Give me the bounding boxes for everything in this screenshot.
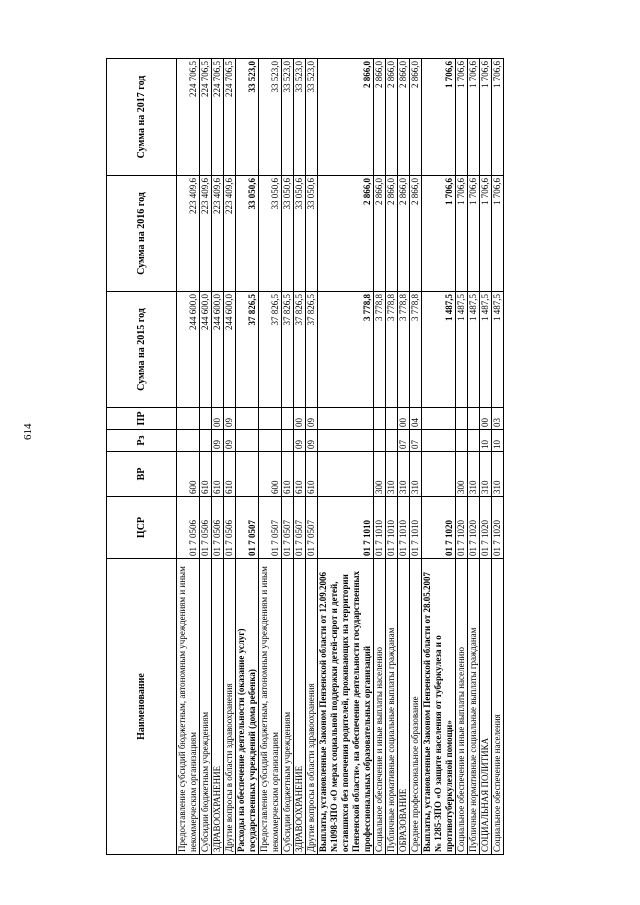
row-sum-2016-cell: 223 409,6 bbox=[177, 176, 200, 292]
row-rz-cell bbox=[318, 430, 374, 452]
row-vr-cell: 600 bbox=[177, 452, 200, 497]
table-row bbox=[259, 59, 282, 855]
row-sum-2015-cell: 244 600,0 bbox=[224, 292, 236, 408]
table-row bbox=[200, 59, 212, 855]
row-sum-2017-cell: 33 523,0 bbox=[306, 59, 318, 176]
row-vr-cell: 600 bbox=[259, 452, 282, 497]
header-vr: ВР bbox=[107, 452, 177, 497]
row-csr-cell: 01 7 1010 bbox=[386, 497, 398, 559]
row-csr-cell: 01 7 1010 bbox=[318, 497, 374, 559]
row-name-cell: ОБРАЗОВАНИЕ bbox=[398, 559, 410, 855]
row-sum-2016-cell: 2 866,0 bbox=[374, 176, 386, 292]
table-row bbox=[480, 59, 492, 855]
row-sum-2017-cell: 1 706,6 bbox=[422, 59, 456, 176]
row-vr-cell: 310 bbox=[386, 452, 398, 497]
page-number: 614 bbox=[22, 423, 34, 440]
row-rz-cell: 07 bbox=[398, 430, 410, 452]
row-pr-cell bbox=[259, 408, 282, 430]
row-csr-cell: 01 7 0507 bbox=[282, 497, 294, 559]
row-pr-cell: 00 bbox=[294, 408, 306, 430]
table-row bbox=[492, 59, 504, 855]
table-row bbox=[398, 59, 410, 855]
row-rz-cell bbox=[177, 430, 200, 452]
row-csr-cell: 01 7 0506 bbox=[177, 497, 200, 559]
row-sum-2017-cell: 2 866,0 bbox=[318, 59, 374, 176]
row-vr-cell: 610 bbox=[282, 452, 294, 497]
row-sum-2016-cell: 2 866,0 bbox=[318, 176, 374, 292]
row-sum-2015-cell: 244 600,0 bbox=[212, 292, 224, 408]
table-row bbox=[212, 59, 224, 855]
row-rz-cell bbox=[386, 430, 398, 452]
row-rz-cell bbox=[456, 430, 468, 452]
row-csr-cell: 01 7 1020 bbox=[422, 497, 456, 559]
header-name: Наименование bbox=[107, 559, 177, 855]
row-sum-2016-cell: 33 050,6 bbox=[306, 176, 318, 292]
row-csr-cell: 01 7 1010 bbox=[410, 497, 422, 559]
row-pr-cell: 00 bbox=[398, 408, 410, 430]
row-sum-2015-cell: 3 778,8 bbox=[410, 292, 422, 408]
row-sum-2016-cell: 223 409,6 bbox=[212, 176, 224, 292]
row-csr-cell: 01 7 0507 bbox=[259, 497, 282, 559]
row-sum-2015-cell: 1 487,5 bbox=[456, 292, 468, 408]
table-row bbox=[422, 59, 456, 855]
row-sum-2016-cell: 2 866,0 bbox=[410, 176, 422, 292]
row-vr-cell: 310 bbox=[398, 452, 410, 497]
row-pr-cell bbox=[386, 408, 398, 430]
row-sum-2015-cell: 3 778,8 bbox=[386, 292, 398, 408]
row-name-cell: Выплаты, установленные Законом Пензенской области от 28.05.2007 № 1285-ЗПО «О защите населения от туберкулеза и о противотуберкулезной помощи» bbox=[422, 559, 456, 855]
row-pr-cell bbox=[236, 408, 259, 430]
row-name-cell: Расходы на обеспечение деятельности (оказание услуг) государственных учреждений (дома ребенка) bbox=[236, 559, 259, 855]
rotated-table-wrapper bbox=[106, 59, 558, 855]
row-vr-cell bbox=[318, 452, 374, 497]
row-sum-2017-cell: 1 706,6 bbox=[492, 59, 504, 176]
row-name-cell: СОЦИАЛЬНАЯ ПОЛИТИКА bbox=[480, 559, 492, 855]
header-sum-2015: Сумма на 2015 год bbox=[107, 292, 177, 408]
row-vr-cell: 300 bbox=[374, 452, 386, 497]
table-header-row bbox=[107, 59, 177, 855]
row-sum-2016-cell: 223 409,6 bbox=[224, 176, 236, 292]
row-rz-cell bbox=[259, 430, 282, 452]
row-rz-cell bbox=[422, 430, 456, 452]
row-sum-2015-cell: 1 487,5 bbox=[422, 292, 456, 408]
row-vr-cell: 610 bbox=[224, 452, 236, 497]
row-sum-2016-cell: 1 706,6 bbox=[492, 176, 504, 292]
row-csr-cell: 01 7 0506 bbox=[224, 497, 236, 559]
header-pr: ПР bbox=[107, 408, 177, 430]
row-pr-cell: 09 bbox=[306, 408, 318, 430]
row-csr-cell: 01 7 0507 bbox=[306, 497, 318, 559]
row-sum-2015-cell: 37 826,5 bbox=[282, 292, 294, 408]
row-csr-cell: 01 7 0506 bbox=[200, 497, 212, 559]
row-rz-cell: 09 bbox=[224, 430, 236, 452]
header-sum-2016: Сумма на 2016 год bbox=[107, 176, 177, 292]
table-row bbox=[374, 59, 386, 855]
row-csr-cell: 01 7 0507 bbox=[294, 497, 306, 559]
table-row bbox=[294, 59, 306, 855]
row-pr-cell: 00 bbox=[212, 408, 224, 430]
row-sum-2016-cell: 2 866,0 bbox=[398, 176, 410, 292]
row-sum-2017-cell: 2 866,0 bbox=[398, 59, 410, 176]
row-name-cell: Публичные нормативные социальные выплаты гражданам bbox=[468, 559, 480, 855]
row-vr-cell: 610 bbox=[306, 452, 318, 497]
table-row bbox=[236, 59, 259, 855]
row-sum-2015-cell: 244 600,0 bbox=[177, 292, 200, 408]
row-vr-cell: 310 bbox=[410, 452, 422, 497]
table-row bbox=[318, 59, 374, 855]
row-rz-cell: 09 bbox=[294, 430, 306, 452]
row-pr-cell bbox=[177, 408, 200, 430]
row-name-cell: Среднее профессиональное образование bbox=[410, 559, 422, 855]
row-pr-cell bbox=[200, 408, 212, 430]
row-csr-cell: 01 7 1020 bbox=[456, 497, 468, 559]
row-sum-2017-cell: 224 706,5 bbox=[224, 59, 236, 176]
row-csr-cell: 01 7 1020 bbox=[468, 497, 480, 559]
row-pr-cell: 04 bbox=[410, 408, 422, 430]
table-row bbox=[410, 59, 422, 855]
row-sum-2015-cell: 37 826,5 bbox=[306, 292, 318, 408]
row-pr-cell: 03 bbox=[492, 408, 504, 430]
row-sum-2017-cell: 2 866,0 bbox=[374, 59, 386, 176]
row-sum-2015-cell: 3 778,8 bbox=[398, 292, 410, 408]
row-sum-2016-cell: 2 866,0 bbox=[386, 176, 398, 292]
table-row bbox=[177, 59, 200, 855]
row-sum-2016-cell: 1 706,6 bbox=[456, 176, 468, 292]
row-sum-2016-cell: 33 050,6 bbox=[294, 176, 306, 292]
row-vr-cell: 310 bbox=[492, 452, 504, 497]
row-vr-cell bbox=[236, 452, 259, 497]
row-sum-2015-cell: 1 487,5 bbox=[492, 292, 504, 408]
table-row bbox=[456, 59, 468, 855]
row-sum-2017-cell: 2 866,0 bbox=[386, 59, 398, 176]
row-sum-2017-cell: 33 523,0 bbox=[236, 59, 259, 176]
row-name-cell: Социальное обеспечение населения bbox=[492, 559, 504, 855]
row-rz-cell bbox=[200, 430, 212, 452]
row-rz-cell: 09 bbox=[306, 430, 318, 452]
row-pr-cell: 00 bbox=[480, 408, 492, 430]
row-rz-cell: 09 bbox=[212, 430, 224, 452]
row-name-cell: Социальное обеспечение и иные выплаты населению bbox=[456, 559, 468, 855]
row-pr-cell bbox=[282, 408, 294, 430]
row-sum-2015-cell: 1 487,5 bbox=[480, 292, 492, 408]
table-row bbox=[224, 59, 236, 855]
table-body bbox=[177, 59, 504, 855]
row-vr-cell bbox=[422, 452, 456, 497]
row-name-cell: Предоставление субсидий бюджетным, автономным учреждениям и иным некоммерческим организациям bbox=[259, 559, 282, 855]
row-sum-2016-cell: 223 409,6 bbox=[200, 176, 212, 292]
row-name-cell: Субсидии бюджетным учреждениям bbox=[200, 559, 212, 855]
row-rz-cell: 10 bbox=[480, 430, 492, 452]
row-sum-2015-cell: 37 826,5 bbox=[294, 292, 306, 408]
row-name-cell: ЗДРАВООХРАНЕНИЕ bbox=[212, 559, 224, 855]
row-vr-cell: 610 bbox=[200, 452, 212, 497]
row-sum-2017-cell: 224 706,5 bbox=[200, 59, 212, 176]
row-sum-2016-cell: 1 706,6 bbox=[468, 176, 480, 292]
row-sum-2017-cell: 2 866,0 bbox=[410, 59, 422, 176]
table-row bbox=[468, 59, 480, 855]
row-name-cell: Социальное обеспечение и иные выплаты населению bbox=[374, 559, 386, 855]
row-sum-2015-cell: 1 487,5 bbox=[468, 292, 480, 408]
row-name-cell: Другие вопросы в области здравоохранения bbox=[224, 559, 236, 855]
table-row bbox=[386, 59, 398, 855]
row-pr-cell bbox=[318, 408, 374, 430]
row-rz-cell: 10 bbox=[492, 430, 504, 452]
row-sum-2015-cell: 3 778,8 bbox=[318, 292, 374, 408]
row-sum-2015-cell: 244 600,0 bbox=[200, 292, 212, 408]
row-vr-cell: 310 bbox=[468, 452, 480, 497]
row-rz-cell: 07 bbox=[410, 430, 422, 452]
row-pr-cell: 09 bbox=[224, 408, 236, 430]
row-sum-2016-cell: 1 706,6 bbox=[422, 176, 456, 292]
row-name-cell: Предоставление субсидий бюджетным, автономным учреждениям и иным некоммерческим организациям bbox=[177, 559, 200, 855]
row-sum-2016-cell: 33 050,6 bbox=[259, 176, 282, 292]
table-row bbox=[282, 59, 294, 855]
row-sum-2017-cell: 224 706,5 bbox=[177, 59, 200, 176]
row-pr-cell bbox=[456, 408, 468, 430]
row-csr-cell: 01 7 0507 bbox=[236, 497, 259, 559]
row-sum-2017-cell: 33 523,0 bbox=[259, 59, 282, 176]
row-sum-2016-cell: 33 050,6 bbox=[282, 176, 294, 292]
row-rz-cell bbox=[282, 430, 294, 452]
row-csr-cell: 01 7 1020 bbox=[480, 497, 492, 559]
header-sum-2017: Сумма на 2017 год bbox=[107, 59, 177, 176]
header-rz: Рз bbox=[107, 430, 177, 452]
row-vr-cell: 610 bbox=[212, 452, 224, 497]
row-vr-cell: 310 bbox=[480, 452, 492, 497]
row-name-cell: ЗДРАВООХРАНЕНИЕ bbox=[294, 559, 306, 855]
row-pr-cell bbox=[468, 408, 480, 430]
row-vr-cell: 610 bbox=[294, 452, 306, 497]
row-sum-2015-cell: 37 826,5 bbox=[236, 292, 259, 408]
row-sum-2017-cell: 33 523,0 bbox=[282, 59, 294, 176]
row-pr-cell bbox=[374, 408, 386, 430]
row-sum-2017-cell: 1 706,6 bbox=[480, 59, 492, 176]
row-rz-cell bbox=[236, 430, 259, 452]
row-sum-2017-cell: 1 706,6 bbox=[468, 59, 480, 176]
row-sum-2017-cell: 1 706,6 bbox=[456, 59, 468, 176]
budget-table bbox=[106, 58, 504, 855]
row-csr-cell: 01 7 1020 bbox=[492, 497, 504, 559]
row-vr-cell: 300 bbox=[456, 452, 468, 497]
row-name-cell: Другие вопросы в области здравоохранения bbox=[306, 559, 318, 855]
row-csr-cell: 01 7 0506 bbox=[212, 497, 224, 559]
row-sum-2015-cell: 37 826,5 bbox=[259, 292, 282, 408]
row-sum-2017-cell: 33 523,0 bbox=[294, 59, 306, 176]
row-name-cell: Субсидии бюджетным учреждениям bbox=[282, 559, 294, 855]
row-rz-cell bbox=[468, 430, 480, 452]
row-csr-cell: 01 7 1010 bbox=[374, 497, 386, 559]
row-sum-2015-cell: 3 778,8 bbox=[374, 292, 386, 408]
row-sum-2016-cell: 33 050,6 bbox=[236, 176, 259, 292]
header-csr: ЦСР bbox=[107, 497, 177, 559]
row-sum-2017-cell: 224 706,5 bbox=[212, 59, 224, 176]
table-row bbox=[306, 59, 318, 855]
row-sum-2016-cell: 1 706,6 bbox=[480, 176, 492, 292]
row-rz-cell bbox=[374, 430, 386, 452]
row-name-cell: Выплаты, установленные Законом Пензенской области от 12.09.2006 №1098-ЗПО «О мерах социальной поддержки детей-сирот и детей, оставшихся без попечения родителей, проживающих на территории Пензенской области», на обеспечение деятельности государственных профессиональных образовательных организаций bbox=[318, 559, 374, 855]
row-pr-cell bbox=[422, 408, 456, 430]
row-name-cell: Публичные нормативные социальные выплаты гражданам bbox=[386, 559, 398, 855]
row-csr-cell: 01 7 1010 bbox=[398, 497, 410, 559]
